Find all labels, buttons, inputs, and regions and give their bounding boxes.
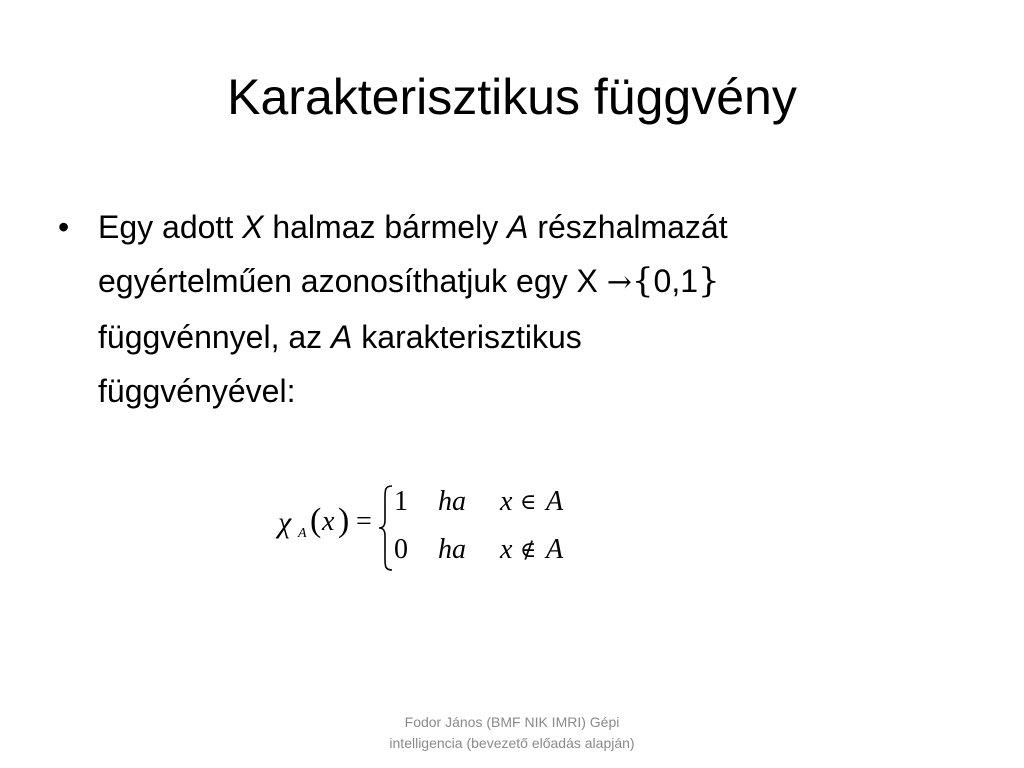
bullet-line-3 bbox=[98, 310, 958, 364]
cases-brace-icon bbox=[378, 484, 394, 572]
right-brace: } bbox=[698, 261, 720, 301]
case-1-value: 1 bbox=[394, 486, 408, 517]
text-segment: karakterisztikus bbox=[352, 319, 582, 355]
left-brace: { bbox=[631, 261, 654, 301]
slide-title: Karakterisztikus függvény bbox=[227, 69, 797, 125]
case-1-variable: x bbox=[500, 486, 513, 517]
case-2-variable: x bbox=[500, 534, 513, 565]
slide-footer bbox=[350, 712, 674, 754]
text-segment: egyértelműen azonosíthatjuk egy X bbox=[98, 263, 607, 299]
text-segment: Egy adott bbox=[98, 209, 243, 245]
text-segment: halmaz bármely bbox=[263, 209, 508, 245]
case-2-set: A bbox=[546, 534, 564, 565]
bullet-list bbox=[58, 200, 958, 418]
bullet-line-2 bbox=[98, 254, 958, 310]
equals-sign: = bbox=[356, 506, 372, 537]
variable-a: A bbox=[331, 319, 353, 355]
text-segment: függvénnyel, az bbox=[98, 319, 332, 355]
set-values: 0,1 bbox=[653, 263, 699, 299]
text-segment: függvényével: bbox=[98, 373, 296, 409]
text-segment: részhalmazát bbox=[528, 209, 728, 245]
case-2-condition: ha bbox=[438, 534, 466, 565]
chi-symbol: χ bbox=[278, 506, 292, 539]
case-1-condition: ha bbox=[438, 486, 466, 517]
case-1-set: A bbox=[546, 486, 564, 517]
element-of-icon: ∈ bbox=[520, 490, 537, 515]
variable-a: A bbox=[507, 209, 529, 245]
footer-line-2: intelligencia (bevezető előadás alapján) bbox=[389, 735, 635, 751]
chi-subscript: A bbox=[298, 526, 307, 541]
bullet-marker: • bbox=[58, 209, 70, 245]
footer-line-1: Fodor János (BMF NIK IMRI) Gépi bbox=[404, 714, 620, 730]
characteristic-function-formula bbox=[276, 482, 596, 572]
left-paren: ( bbox=[310, 502, 322, 539]
arrow-symbol: → bbox=[606, 265, 632, 300]
case-2-value: 0 bbox=[394, 534, 408, 565]
right-paren: ) bbox=[338, 502, 350, 539]
function-argument: x bbox=[322, 506, 335, 537]
bullet-line-4 bbox=[98, 364, 958, 418]
bullet-line-1 bbox=[98, 200, 958, 254]
variable-x: X bbox=[242, 209, 264, 245]
not-element-of-icon: ∉ bbox=[520, 538, 537, 563]
bullet-item bbox=[98, 200, 958, 418]
